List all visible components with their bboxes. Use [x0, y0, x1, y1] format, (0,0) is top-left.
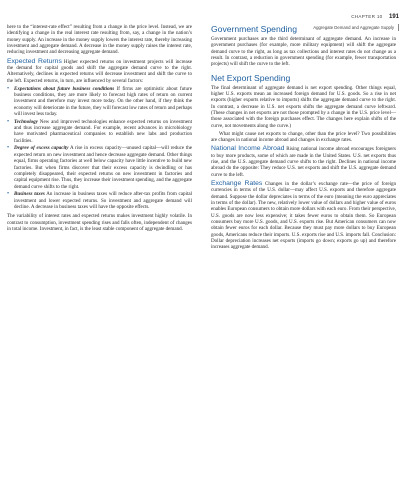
chapter-label: CHAPTER 10	[351, 14, 383, 19]
bullet-icon: •	[7, 85, 10, 92]
list-item-term: Degree of excess capacity	[14, 145, 69, 152]
expected-returns-heading: Expected Returns	[7, 57, 62, 65]
list-item-text: An increase in business taxes will reduce after-tax profits from capital investment and lower expected returns. So investment and aggregate demand will decline. A decrease in business taxes will have the opposite effects.	[14, 191, 192, 210]
expected-returns-paragraph	[7, 59, 192, 84]
list-item-term: Business taxes	[14, 191, 45, 198]
list-item	[7, 145, 192, 189]
list-item-text: New and improved technologies enhance expected returns on investment and thus increase aggregate demand. For example, recent advances in microbiology have motivated pharmaceutical companies to establish new labs and production facilities.	[14, 118, 192, 144]
net-export-paragraph-1: The final determinant of aggregate demand is net export spending. Other things equal, higher U.S. exports mean an increased foreign demand for U.S. goods. So a rise in net exports (higher exports relative to imports) shifts the aggregate demand curve to the right. In contrast, a decrease in U.S. net exports shifts the aggregate demand curve leftward. (These changes in net exports are not those prompted by a change in the U.S. price level—those associated with the foreign purchases effect. The changes here explain shifts of the curve, not movements along the curve.)	[211, 84, 396, 129]
right-column	[211, 24, 396, 252]
list-item-text: If firms are optimistic about future business conditions, they are more likely to forecast high rates of return on current investment and therefore may invest more today. On the other hand, if they think the economy will deteriorate in the future, they will forecast low rates of return and perhaps will invest less today.	[14, 85, 192, 117]
exchange-rates-heading: Exchange Rates	[211, 180, 263, 188]
government-spending-paragraph: Government purchases are the third determinant of aggregate demand. An increase in government purchases (for example, more military equipment) will shift the aggregate demand curve to the right, as long as tax collections and interest rates do not change as a result. In contrast, a reduction in government spending (for example, fewer transportation projects) will shift the curve to the left.	[211, 36, 396, 68]
exchange-rates-paragraph	[211, 181, 396, 251]
bullet-icon: •	[7, 118, 10, 125]
national-income-heading: National Income Abroad	[211, 145, 285, 153]
header-divider	[398, 24, 399, 31]
national-income-text: Rising national income abroad encourages foreigners to buy more products, some of which are made in the United States. U.S. net exports thus rise, and the U.S. aggregate demand curve shifts to the right. Declines in national income abroad do the opposite: They reduce U.S. net exports and shift the U.S. aggregate demand curve to the left.	[211, 146, 396, 178]
list-item	[7, 119, 192, 144]
national-income-paragraph	[211, 146, 396, 178]
factor-list	[7, 86, 192, 211]
page-number: 191	[388, 14, 399, 20]
left-column	[7, 24, 192, 234]
list-item	[7, 191, 192, 210]
list-item	[7, 86, 192, 118]
net-export-paragraph-2: What might cause net exports to change, other than the price level? Two possibilities are changes in national income abroad and changes in exchange rates.	[211, 130, 396, 143]
intro-paragraph: here to the “interest-rate effect” resulting from a change in the price level. Instead, we are identifying a change in the real interest rate resulting from, say, a change in the nation’s money supply. An increase in the money supply lowers the interest rate, thereby increasing investment and aggregate demand. A decrease in the money supply raises the interest rate, reducing investment and decreasing aggregate demand.	[7, 24, 192, 56]
expected-returns-text: Higher expected returns on investment projects will increase the demand for capital goods and shift the aggregate demand curve to the right. Alternatively, declines in expected returns will decrease investment and shift the curve to the left. Expected returns, in turn, are influenced by several factors:	[7, 58, 192, 84]
chapter-subtitle: Aggregate Demand and Aggregate Supply	[313, 25, 394, 30]
list-item-text: A rise in excess capacity—unused capital—will reduce the expected return on new investment and hence decrease aggregate demand. Other things equal, firms operating factories at well below capacity have little incentive to build new factories. But when firms discover that their excess capacity is dwindling or has completely disappeared, their expected returns on new investment in factories and capital equipment rise. Thus, they increase their investment spending, and the aggregate demand curve shifts to the right.	[14, 145, 193, 190]
bullet-icon: •	[7, 191, 10, 198]
list-item-term: Technology	[14, 118, 38, 125]
closing-paragraph: The variability of interest rates and expected returns makes investment highly volatile. In contrast to consumption, investment spending rises and falls often, independent of changes in total income. Investment, in fact, is the least stable component of aggregate demand.	[7, 213, 192, 232]
government-spending-heading: Government Spending	[211, 24, 297, 34]
bullet-icon: •	[7, 145, 10, 152]
net-export-heading: Net Export Spending	[211, 72, 291, 83]
list-item-term: Expectations about future business conditions	[14, 85, 115, 92]
exchange-rates-text: Changes in the dollar’s exchange rate—the price of foreign currencies in terms of the U.S. dollar—may affect U.S. exports and therefore aggregate demand. Suppose the dollar depreciates in terms of the euro (meaning the euro appreciates in terms of the dollar). The new, relatively lower value of dollars and higher value of euros enables European consumers to obtain more dollars with each euro. From their perspective, U.S. goods are now less expensive; it takes fewer euros to obtain them. So European consumers buy more U.S. goods, and U.S. exports rise. But American consumers can now obtain fewer euros for each dollar. Because they must pay more dollars to buy European goods, Americans reduce their imports. U.S. exports rise and U.S. imports fall. Conclusion: Dollar depreciation increases net exports (imports go down; exports go up) and therefore increases aggregate demand.	[211, 181, 397, 251]
